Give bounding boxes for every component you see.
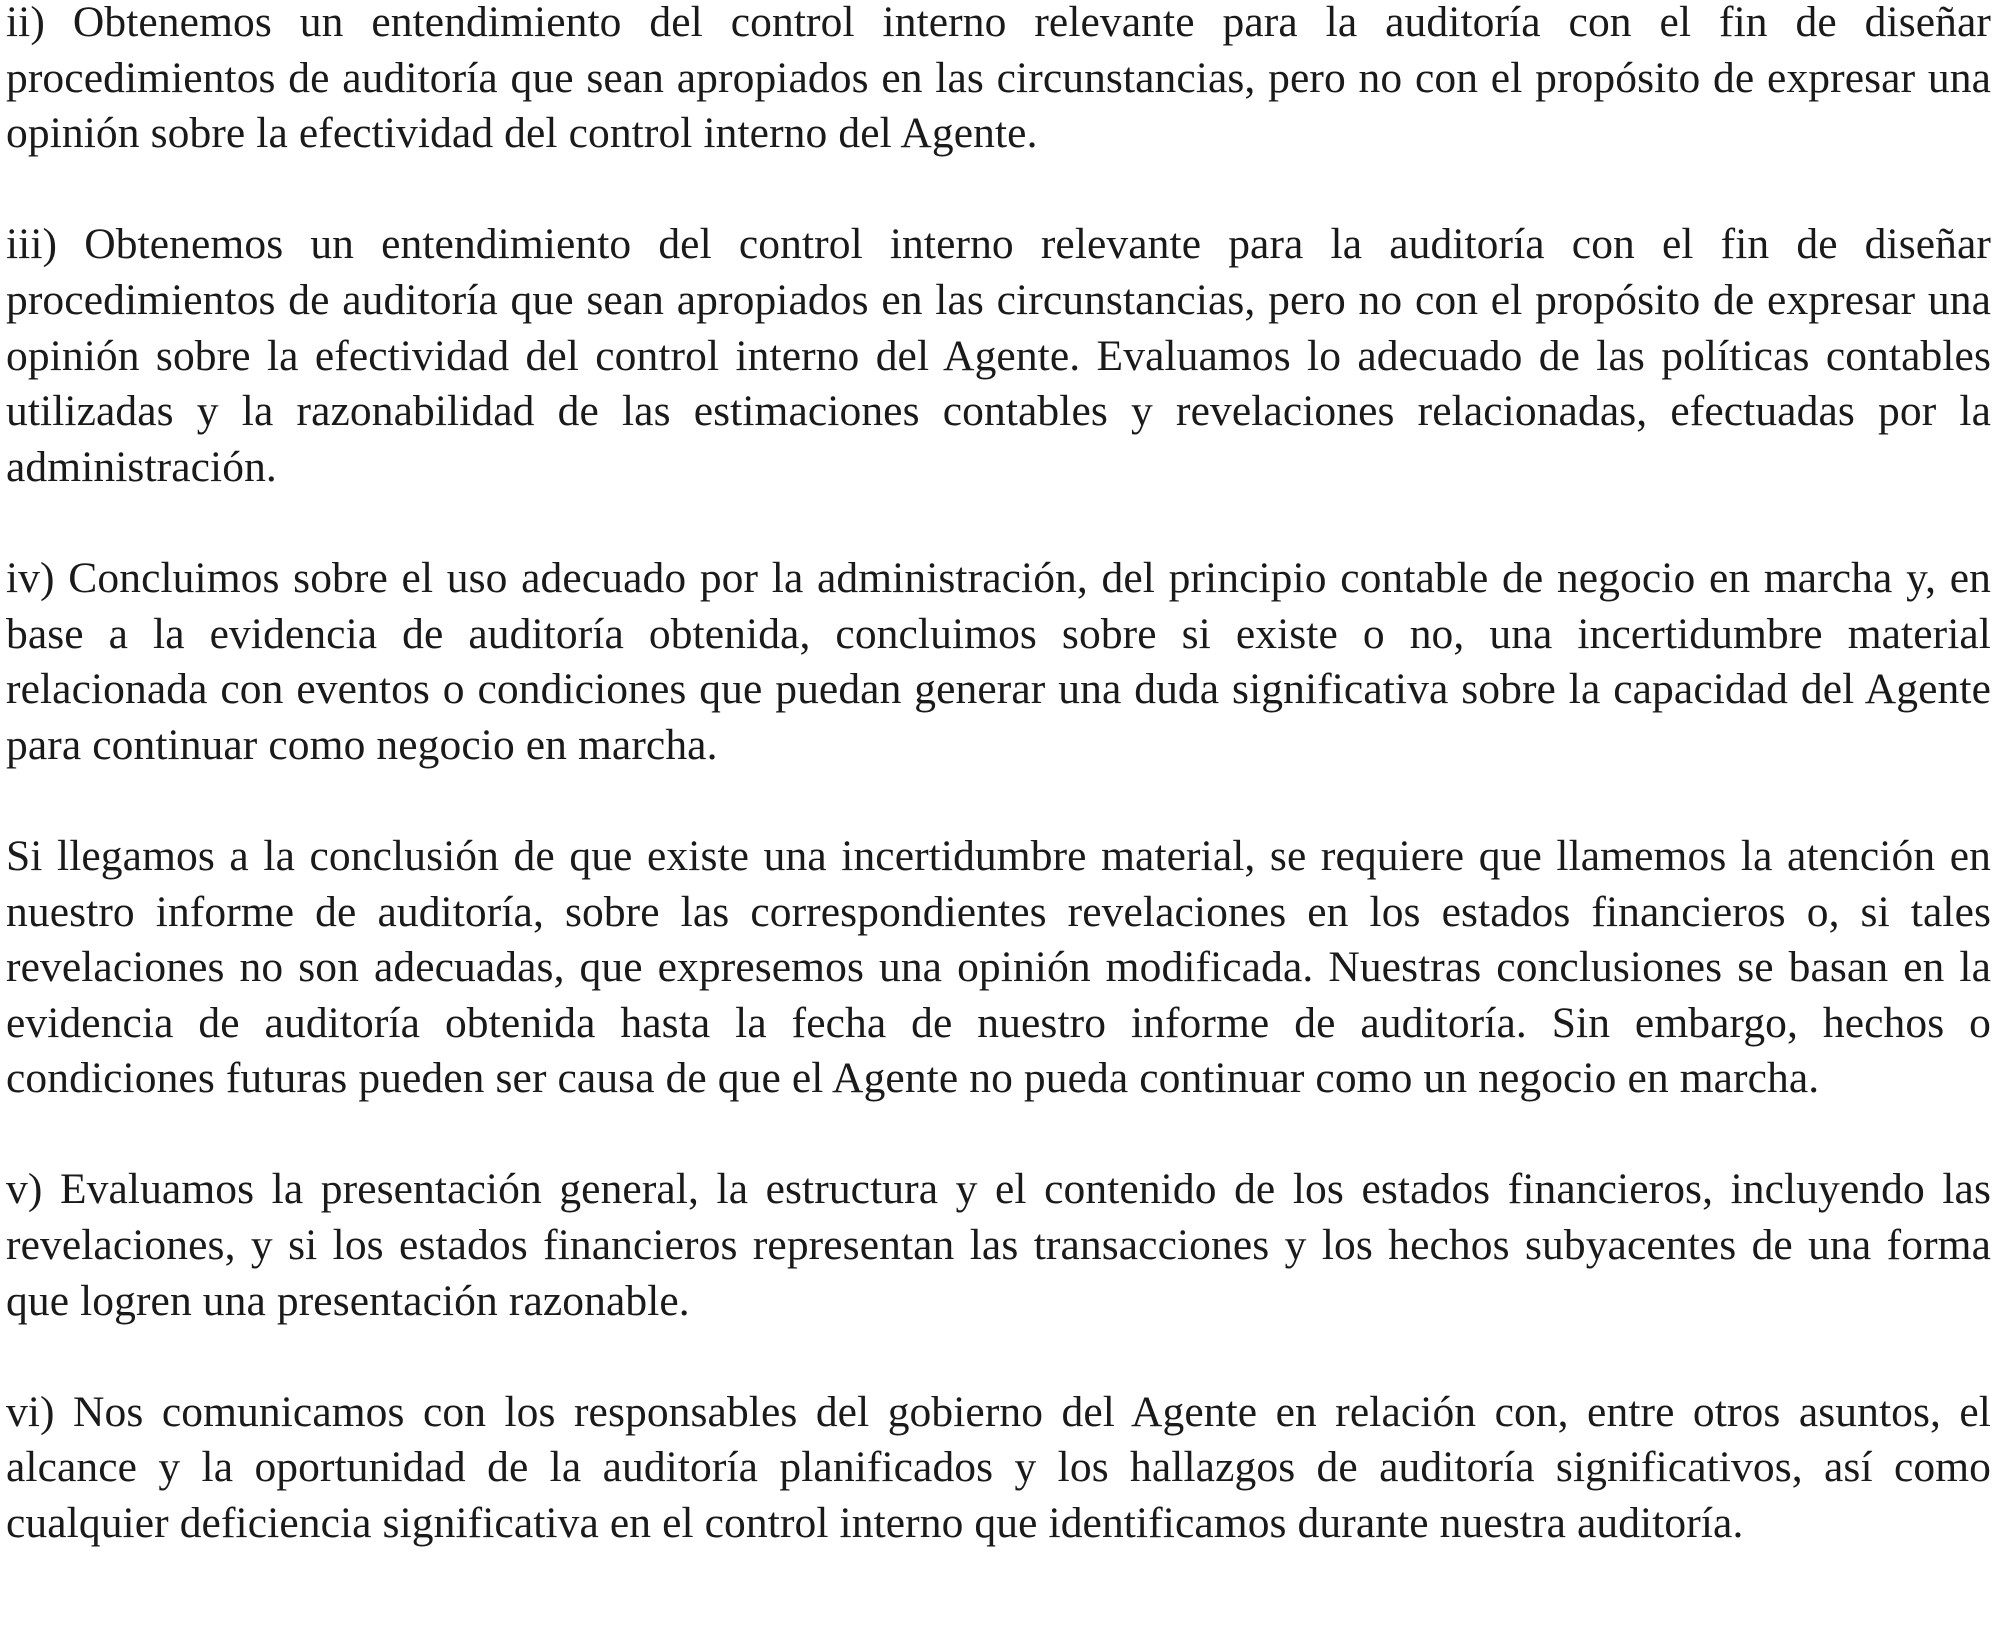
paragraph-v: v) Evaluamos la presentación general, la estructura y el contenido de los estados financieros, incluyendo las revelaciones, y si los estados financieros representan las transacciones y los hechos subyacentes de una forma que logren una presentación razonable. — [6, 1165, 1991, 1325]
document-page — [6, 0, 1991, 1652]
paragraph-iii: iii) Obtenemos un entendimiento del control interno relevante para la auditoría con el fin de diseñar procedimientos de auditoría que sean apropiados en las circunstancias, pero no con el propósito de expresar una opinión sobre la efectividad del control interno del Agente. Evaluamos lo adecuado de las políticas contables utilizadas y la razonabilidad de las estimaciones contables y revelaciones relacionadas, efectuadas por la administración. — [6, 220, 1991, 491]
paragraph-material-uncertainty: Si llegamos a la conclusión de que existe una incertidumbre material, se requiere que llamemos la atención en nuestro informe de auditoría, sobre las correspondientes revelaciones en los estados financieros o, si tales revelaciones no son adecuadas, que expresemos una opinión modificada. Nuestras conclusiones se basan en la evidencia de auditoría obtenida hasta la fecha de nuestro informe de auditoría. Sin embargo, hechos o condiciones futuras pueden ser causa de que el Agente no pueda continuar como un negocio en marcha. — [6, 831, 1991, 1103]
paragraph-ii: ii) Obtenemos un entendimiento del control interno relevante para la auditoría con el fin de diseñar procedimientos de auditoría que sean apropiados en las circunstancias, pero no con el propósito de expresar una opinión sobre la efectividad del control interno del Agente. — [6, 0, 1991, 158]
paragraph-vi: vi) Nos comunicamos con los responsables del gobierno del Agente en relación con, entre otros asuntos, el alcance y la oportunidad de la auditoría planificados y los hallazgos de auditoría significativos, así como cualquier deficiencia significativa en el control interno que identificamos durante nuestra auditoría. — [6, 1387, 1991, 1548]
paragraph-iv: iv) Concluimos sobre el uso adecuado por la administración, del principio contable de negocio en marcha y, en base a la evidencia de auditoría obtenida, concluimos sobre si existe o no, una incertidumbre material relacionada con eventos o condiciones que puedan generar una duda significativa sobre la capacidad del Agente para continuar como negocio en marcha. — [6, 553, 1991, 769]
